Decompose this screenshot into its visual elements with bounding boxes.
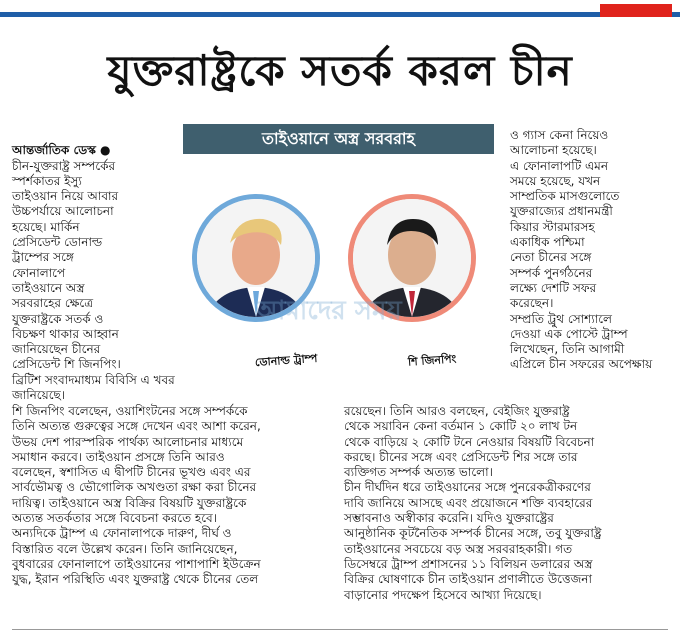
left-photo-caption: ডোনাল্ড ট্রাম্প xyxy=(254,351,318,370)
column-3-top-text: ও গ্যাস কেনা নিয়েও আলোচনা হয়েছে। এ ফোনালাপটি এমন সময়ে হয়েছে, যখন সাম্প্রতিক মাসগুলোতে যুক্তরাজ্যের প্রধানমন্ত্রী কিয়ার স্টারমারসহ একাধিক পশ্চিমা নেতা চীনের সঙ্গে সম্পর্ক পুনর্গঠনের লক্ষ্যে দেশটি সফর করেছেন। সম্প্রতি ট্রুথ সোশ্যালে দেওয়া এক পোস্টে ট্রাম্প লিখেছেন, তিনি আগামী এপ্রিলে চীন সফরের অপেক্ষায় xyxy=(510,128,653,372)
kicker: আন্তর্জাতিক ডেস্ক ● xyxy=(12,143,111,158)
top-red-tab xyxy=(600,4,672,17)
column-2-text: শি জিনপিং বলেছেন, ওয়াশিংটনের সঙ্গে সম্পর্ককে তিনি অত্যন্ত গুরুত্বের সঙ্গে দেখেন এবং আশা করেন, উভয় দেশ পারস্পরিক পার্থক্য আলোচনার মাধ্যমে সমাধান করবে। তাইওয়ান প্রসঙ্গে তিনি আরও বলেছেন, স্বশাসিত এ দ্বীপটি চীনের ভূখণ্ড এবং এর সার্বভৌমত্ব ও ভৌগোলিক অখণ্ডতা রক্ষা করা চীনের দায়িত্ব। তাইওয়ানে অস্ত্র বিক্রির বিষয়টি যুক্তরাষ্ট্রকে অত্যন্ত সতর্কতার সঙ্গে বিবেচনা করতে হবে। অন্যদিকে ট্রাম্প এ ফোনালাপকে দারুণ, দীর্ঘ ও বিস্তারিত বলে উল্লেখ করেন। তিনি জানিয়েছেন, বুধবারের ফোনালাপে তাইওয়ানের পাশাপাশি ইউক্রেন যুদ্ধ, ইরান পরিস্থিতি এবং যুক্তরাষ্ট্র থেকে চীনের তেল xyxy=(12,404,261,587)
column-1-text: চীন-যুক্তরাষ্ট্র সম্পর্কের স্পর্শকাতর ইস্যু তাইওয়ান নিয়ে আবার উচ্চপর্যায়ে আলোচনা হয়েছে। মার্কিন প্রেসিডেন্ট ডোনাল্ড ট্রাম্পের সঙ্গে ফোনালাপে তাইওয়ানে অস্ত্র সরবরাহের ক্ষেত্রে যুক্তরাষ্ট্রকে সতর্ক ও বিচক্ষণ থাকার আহ্বান জানিয়েছেন চীনের প্রেসিডেন্ট শি জিনপিং। ব্রিটিশ সংবাদমাধ্যম বিবিসি এ খবর জানিয়েছে। xyxy=(12,158,175,403)
article-column-1 xyxy=(12,128,188,403)
bottom-rule xyxy=(12,629,668,630)
column-3-bottom-text: রয়েছেন। তিনি আরও বলছেন, বেইজিং যুক্তরাষ্ট্র থেকে সয়াবিন কেনা বর্তমান ১ কোটি ২০ লাখ টন থেকে বাড়িয়ে ২ কোটি টনে নেওয়ার বিষয়টি বিবেচনা করছে। চীনের সঙ্গে এবং প্রেসিডেন্ট শির সঙ্গে তার ব্যক্তিগত সম্পর্ক অত্যন্ত ভালো। চীন দীর্ঘদিন ধরে তাইওয়ানের সঙ্গে পুনরেকত্রীকরণের দাবি জানিয়ে আসছে এবং প্রয়োজনে শক্তি ব্যবহারের সম্ভাবনাও অস্বীকার করেনি। যদিও যুক্তরাষ্ট্রের আনুষ্ঠানিক কূটনৈতিক সম্পর্ক চীনের সঙ্গে, তবু যুক্তরাষ্ট্র তাইওয়ানের সবচেয়ে বড় অস্ত্র সরবরাহকারী। গত ডিসেম্বরে ট্রাম্প প্রশাসনের ১১ বিলিয়ন ডলারের অস্ত্র বিক্রির ঘোষণাকে চীন তাইওয়ান প্রণালীতে উত্তেজনা বাড়ানোর পদক্ষেপ হিসেবে আখ্যা দিয়েছে। xyxy=(344,404,602,602)
headline: যুক্তরাষ্ট্রকে সতর্ক করল চীন xyxy=(107,46,573,95)
watermark: আমাদের সময় xyxy=(255,296,402,326)
top-rule xyxy=(0,12,680,17)
right-photo-caption: শি জিনপিং xyxy=(407,352,457,369)
section-banner: তাইওয়ানে অস্ত্র সরবরাহ xyxy=(183,124,494,154)
